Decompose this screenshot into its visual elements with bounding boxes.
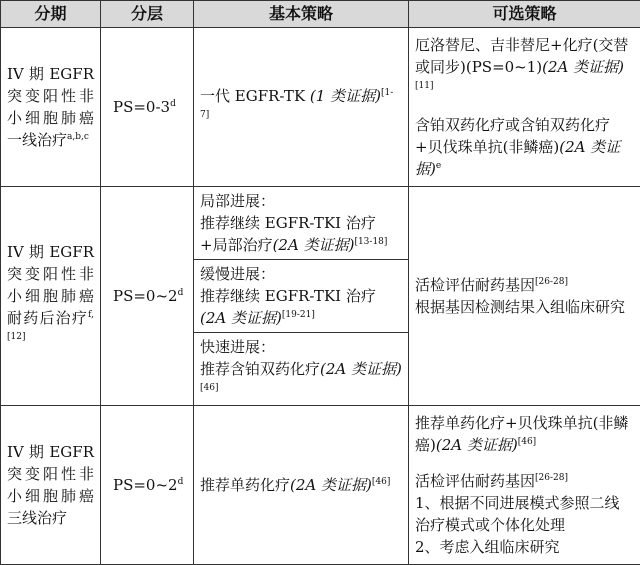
- progression-type: 缓慢进展：: [200, 265, 276, 283]
- basic-strategy-cell: [194, 28, 409, 187]
- evidence-label: (2A 类证据): [272, 236, 355, 254]
- optional-item: [415, 412, 634, 456]
- optional-strategy-cell: [409, 28, 640, 187]
- table-header-row: [1, 1, 640, 28]
- optional-strategy-cell: [409, 187, 640, 406]
- header-layer: 分层: [101, 1, 194, 28]
- basic-strategy-cell: [194, 187, 409, 260]
- reference-sup: [19-21]: [281, 310, 315, 320]
- reference-sup: [13-18]: [354, 237, 388, 247]
- reference-sup: [46]: [517, 437, 537, 447]
- basic-strategy-text: 一代 EGFR-TK: [200, 87, 310, 105]
- header-basic-strategy: 基本策略: [194, 1, 409, 28]
- layer-text: PS=0~2: [113, 287, 178, 305]
- layer-cell: [101, 406, 194, 565]
- reference-sup: [26-28]: [535, 277, 568, 287]
- layer-text: PS=0~2: [113, 476, 178, 494]
- optional-text: 厄洛替尼、吉非替尼+化疗(交替或同步)(PS=0~1): [415, 36, 629, 76]
- optional-text: 根据基因检测结果入组临床研究: [415, 298, 626, 316]
- layer-footnote: d: [177, 477, 184, 487]
- reference-sup: [46]: [200, 383, 219, 393]
- layer-cell: [101, 187, 194, 406]
- optional-text: 活检评估耐药基因: [415, 472, 536, 490]
- stage-footnote: f,[12]: [7, 310, 94, 342]
- basic-strategy-cell: [194, 333, 409, 406]
- table-row-first-line: [1, 28, 640, 187]
- optional-item: [415, 296, 634, 318]
- table-row-third-line: [1, 406, 640, 565]
- header-stage: 分期: [1, 1, 101, 28]
- footnote-sup: e: [435, 161, 442, 171]
- stage-text: IV 期 EGFR 突变阳性非小细胞肺癌三线治疗: [7, 443, 94, 527]
- stage-footnote: a,b,c: [67, 132, 89, 142]
- spacer: [415, 100, 634, 114]
- basic-strategy-text: 推荐含铂双药化疗: [200, 360, 321, 378]
- optional-item: [415, 274, 634, 296]
- evidence-label: (2A 类证据): [320, 360, 402, 378]
- optional-item: 2、考虑入组临床研究: [415, 538, 560, 556]
- reference-sup: [46]: [371, 477, 391, 487]
- evidence-label: (2A 类证据): [542, 58, 625, 76]
- basic-strategy-cell: [194, 406, 409, 565]
- basic-strategy-text: 推荐继续 EGFR-TKI 治疗: [200, 287, 376, 305]
- reference-sup: [11]: [415, 81, 434, 91]
- optional-item: [415, 114, 634, 180]
- basic-strategy-cell: [194, 260, 409, 333]
- layer-cell: [101, 28, 194, 187]
- progression-type: 快速进展：: [200, 338, 276, 356]
- basic-strategy-text: 推荐单药化疗: [200, 476, 291, 494]
- basic-strategy-text: 推荐继续 EGFR-TKI 治疗+局部治疗: [200, 214, 376, 254]
- spacer: [415, 456, 634, 470]
- optional-text: 活检评估耐药基因: [415, 276, 536, 294]
- table-row-resistance-local: [1, 187, 640, 260]
- stage-cell: [1, 406, 101, 565]
- reference-sup: [26-28]: [535, 473, 568, 483]
- stage-text: IV 期 EGFR 突变阳性非小细胞肺癌一线治疗: [7, 65, 94, 149]
- evidence-label: (2A 类证据): [200, 309, 282, 327]
- optional-item: [415, 34, 634, 100]
- stage-text: IV 期 EGFR 突变阳性非小细胞肺癌耐药后治疗: [7, 243, 94, 327]
- layer-footnote: d: [170, 99, 176, 109]
- layer-footnote: d: [177, 288, 184, 298]
- evidence-label: (1 类证据): [309, 87, 381, 105]
- evidence-label: (2A 类证据): [415, 138, 621, 178]
- evidence-label: (2A 类证据): [290, 476, 372, 494]
- progression-type: 局部进展：: [200, 192, 276, 210]
- stage-cell: [1, 28, 101, 187]
- stage-cell: [1, 187, 101, 406]
- header-optional-strategy: 可选策略: [409, 1, 640, 28]
- evidence-label: (2A 类证据): [435, 436, 518, 454]
- optional-item: 1、根据不同进展模式参照二线治疗模式或个体化处理: [415, 494, 620, 534]
- layer-text: PS=0-3: [113, 98, 171, 116]
- reference-sup: [1-7]: [200, 88, 394, 120]
- optional-strategy-cell: [409, 406, 640, 565]
- optional-text: 推荐单药化疗+贝伐珠单抗(非鳞癌): [415, 414, 629, 454]
- optional-text: 含铂双药化疗或含铂双药化疗+贝伐珠单抗(非鳞癌): [415, 116, 611, 156]
- optional-item: [415, 470, 634, 492]
